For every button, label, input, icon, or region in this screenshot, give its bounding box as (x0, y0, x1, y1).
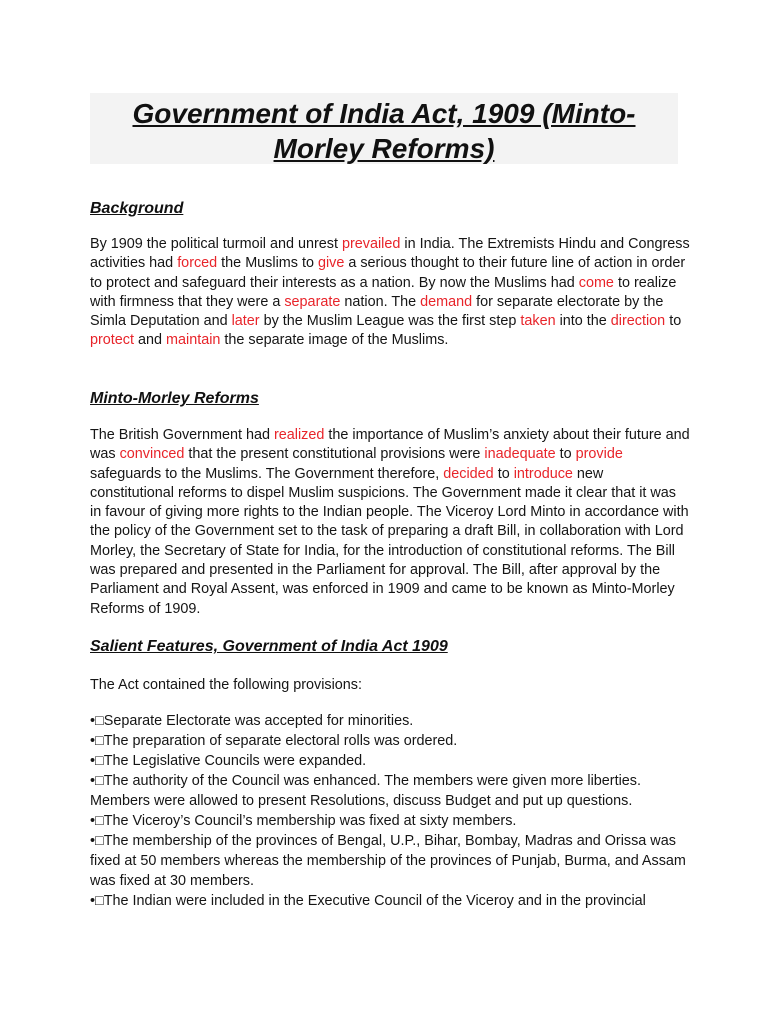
list-item (90, 731, 690, 751)
heading-background: Background (90, 200, 184, 217)
heading-minto-morley: Minto-Morley Reforms (90, 390, 259, 407)
paragraph-text: By 1909 the political turmoil and unrest (90, 236, 342, 252)
highlighted-word: direction (610, 313, 666, 330)
highlighted-word: taken (520, 313, 556, 330)
list-item (90, 831, 690, 891)
paragraph-text: by the Muslim League was the first step (259, 313, 521, 330)
bullet-marker: •□ (90, 753, 104, 769)
paragraph-text: for separate electorate by the Simla Deputation and (90, 293, 664, 330)
bullet-marker: •□ (90, 893, 104, 909)
heading-salient-features: Salient Features, Government of India Act 1909 (90, 638, 448, 655)
paragraph-text: to realize with firmness that they were a (90, 274, 677, 310)
list-item (90, 771, 690, 811)
paragraph-salient-intro: The Act contained the following provisions: (90, 677, 362, 693)
highlighted-word: demand (420, 293, 473, 310)
paragraph-text: the Muslims to (217, 255, 318, 272)
paragraph-text: a serious thought to their future line of action in order to protect and safeguard their interests as a nation. By now the Muslims had (90, 255, 686, 291)
bullet-marker: •□ (90, 773, 104, 789)
list-item-text: The preparation of separate electoral rolls was ordered. (103, 733, 458, 749)
page-title: Government of India Act, 1909 (Minto-Morley Reforms) (132, 98, 636, 164)
highlighted-word: inadequate (484, 446, 556, 463)
paragraph-text: nation. The (340, 293, 421, 310)
paragraph-background (90, 235, 690, 351)
bullet-marker: •□ (90, 813, 104, 829)
highlighted-word: realized (273, 427, 325, 443)
paragraph-minto-morley (90, 426, 690, 619)
highlighted-word: decided (443, 465, 494, 482)
list-item (90, 751, 690, 771)
highlighted-word: introduce (513, 465, 573, 482)
paragraph-text: to (493, 465, 514, 482)
highlighted-word: maintain (166, 332, 221, 349)
list-item (90, 891, 690, 911)
paragraph-text: and (134, 332, 167, 349)
paragraph-text: The British Government had (90, 427, 274, 443)
list-item-text: Separate Electorate was accepted for minorities. (103, 713, 414, 729)
highlighted-word: convinced (119, 446, 185, 463)
provisions-list (90, 711, 690, 911)
highlighted-word: prevailed (341, 236, 401, 252)
list-item (90, 811, 690, 831)
list-item-text: The membership of the provinces of Bengal, U.P., Bihar, Bombay, Madras and Orissa was fixed at 50 members whereas the membership of the provinces of Punjab, Burma, and Assam was fixed at 30 members. (90, 833, 686, 889)
list-item-text: The Legislative Councils were expanded. (103, 753, 367, 769)
paragraph-text: the separate image of the Muslims. (220, 332, 449, 349)
highlighted-word: forced (177, 255, 218, 272)
highlighted-word: provide (575, 446, 623, 463)
list-item-text: The Indian were included in the Executive Council of the Viceroy and in the provincial (103, 893, 646, 909)
bullet-marker: •□ (90, 833, 104, 849)
paragraph-text: new constitutional reforms to dispel Muslim suspicions. The Government made it clear that it was in favour of giving more rights to the Indian people. The Viceroy Lord Minto in accordance with the policy of the Government set to the task of preparing a draft Bill, in collaboration with Lord Morley, the Secretary of State for India, for the introduction of constitutional reforms. The Bill was prepared and presented in the Parliament for approval. The Bill, after approval by the Parliament and Royal Assent, was enforced in 1909 and came to be known as Minto-Morley Reforms of 1909. (90, 465, 689, 617)
highlighted-word: separate (284, 293, 341, 310)
paragraph-text: to (665, 313, 682, 330)
paragraph-text: into the (555, 313, 611, 330)
paragraph-text: in India. The Extremists Hindu and Congress activities had (90, 236, 690, 272)
list-item (90, 711, 690, 731)
highlighted-word: later (231, 313, 260, 330)
list-item-text: The Viceroy’s Council’s membership was fixed at sixty members. (103, 813, 517, 829)
paragraph-text: the importance of Muslim’s anxiety about their future and was (90, 427, 690, 463)
highlighted-word: give (317, 255, 345, 272)
highlighted-word: come (578, 274, 614, 291)
bullet-marker: •□ (90, 713, 104, 729)
paragraph-text: to (555, 446, 576, 463)
title-box (90, 93, 678, 164)
list-item-text: The authority of the Council was enhanced. The members were given more liberties. Members were allowed to present Resolutions, discuss Budget and put up questions. (90, 773, 641, 809)
bullet-marker: •□ (90, 733, 104, 749)
paragraph-text: that the present constitutional provisions were (184, 446, 485, 463)
paragraph-text: safeguards to the Muslims. The Government therefore, (90, 465, 444, 482)
highlighted-word: protect (90, 332, 134, 349)
